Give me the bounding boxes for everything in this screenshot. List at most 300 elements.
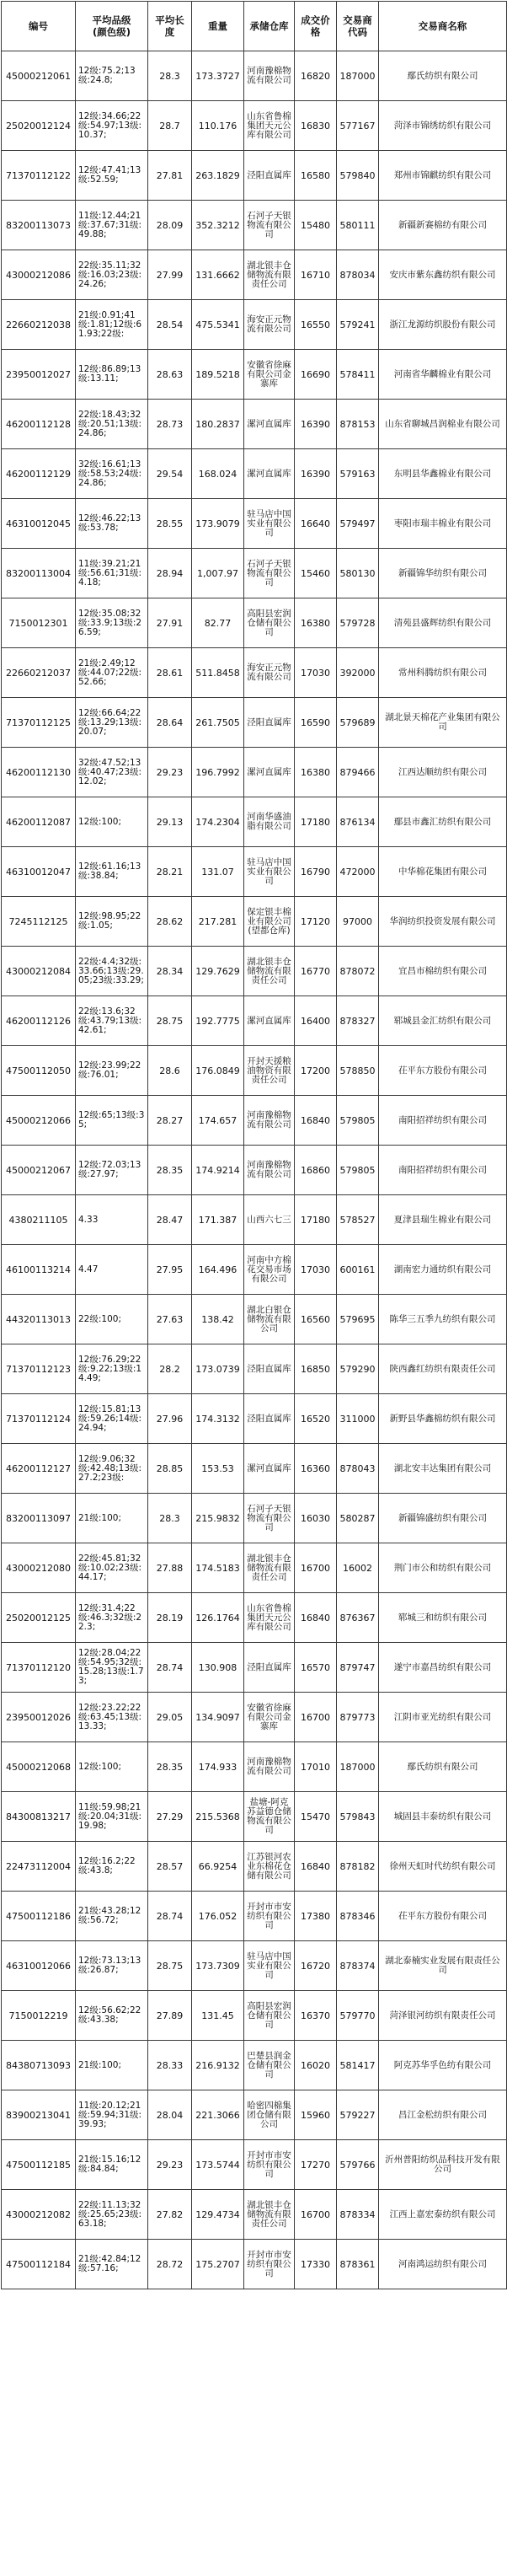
header-weight: 重量 [192,2,244,51]
trader-name-cell: 湖北安丰达集团有限公司 [379,1444,507,1494]
trader-name-cell: 清苑县盛辉纺织有限公司 [379,598,507,648]
avg-grade-cell: 11级:59.98;21级:20.04;31级:19.98; [76,1792,148,1842]
warehouse-cell: 漯河直属库 [244,748,295,797]
trader-name-cell: 浙江龙源纺织股份有限公司 [379,300,507,350]
deal-price-cell: 16550 [295,300,337,350]
warehouse-cell: 河南豫棉物流有限公司 [244,1742,295,1792]
warehouse-cell: 安徽省徐麻有限公司金寨库 [244,1693,295,1742]
deal-price-cell: 16020 [295,2041,337,2090]
avg-length-cell: 27.99 [148,250,192,300]
trader-name-cell: 常州科腾纺织有限公司 [379,648,507,698]
trader-name-cell: 中华棉花集团有限公司 [379,847,507,897]
warehouse-cell: 河南豫棉物流有限公司 [244,1146,295,1195]
batch-number-cell: 45000212066 [2,1096,76,1146]
deal-price-cell: 16590 [295,698,337,748]
avg-length-cell: 28.74 [148,1892,192,1941]
avg-length-cell: 28.34 [148,947,192,996]
batch-number-cell: 46200112129 [2,449,76,499]
table-row [2,101,507,151]
warehouse-cell: 泾阳直属库 [244,1344,295,1394]
table-row [2,2190,507,2240]
deal-price-cell: 17030 [295,1245,337,1295]
avg-length-cell: 28.09 [148,201,192,250]
weight-cell: 171.387 [192,1195,244,1245]
deal-price-cell: 16030 [295,1494,337,1543]
weight-cell: 511.8458 [192,648,244,698]
table-row [2,698,507,748]
avg-grade-cell: 12级:75.2;13级:24.8; [76,51,148,101]
avg-length-cell: 27.81 [148,151,192,201]
table-row [2,151,507,201]
batch-number-cell: 43000212086 [2,250,76,300]
weight-cell: 173.5744 [192,2140,244,2190]
avg-grade-cell: 12级:61.16;13级:38.84; [76,847,148,897]
table-row [2,598,507,648]
avg-grade-cell: 22级:100; [76,1295,148,1344]
weight-cell: 217.281 [192,897,244,947]
warehouse-cell: 河南华盛油脂有限公司 [244,797,295,847]
avg-length-cell: 29.13 [148,797,192,847]
warehouse-cell: 河南豫棉物流有限公司 [244,51,295,101]
header-avg-grade: 平均品级 (颜色级) [76,2,148,51]
avg-grade-cell: 12级:35.08;32级:33.9;13级:26.59; [76,598,148,648]
avg-grade-cell: 12级:86.89;13级:13.11; [76,350,148,400]
weight-cell: 175.2707 [192,2240,244,2289]
trader-code-cell: 579290 [337,1344,379,1394]
batch-number-cell: 43000212082 [2,2190,76,2240]
avg-length-cell: 28.7 [148,101,192,151]
avg-length-cell: 28.19 [148,1593,192,1643]
table-row [2,201,507,250]
warehouse-cell: 漯河直属库 [244,996,295,1046]
deal-price-cell: 16840 [295,1593,337,1643]
avg-length-cell: 28.57 [148,1842,192,1892]
trader-code-cell: 97000 [337,897,379,947]
trader-code-cell: 878043 [337,1444,379,1494]
warehouse-cell: 湖北银丰仓储物流有限责任公司 [244,947,295,996]
avg-grade-cell: 21级:2.49;12级:44.07;22级:52.66; [76,648,148,698]
avg-grade-cell: 22级:18.43;32级:20.51;13级:24.86; [76,400,148,449]
avg-grade-cell: 32级:16.61;13级:58.53;24级:24.86; [76,449,148,499]
trader-name-cell: 华润纺织投资发展有限公司 [379,897,507,947]
deal-price-cell: 16390 [295,400,337,449]
trader-name-cell: 沂州普阳纺织品科技开发有限公司 [379,2140,507,2190]
deal-price-cell: 16700 [295,2190,337,2240]
avg-length-cell: 29.54 [148,449,192,499]
trader-name-cell: 河南鸿运纺织有限公司 [379,2240,507,2289]
trader-code-cell: 878361 [337,2240,379,2289]
batch-number-cell: 46200112130 [2,748,76,797]
table-row [2,400,507,449]
table-header [2,2,507,51]
avg-grade-cell: 12级:23.99;22级:76.01; [76,1046,148,1096]
avg-length-cell: 28.61 [148,648,192,698]
deal-price-cell: 16720 [295,1941,337,1991]
avg-length-cell: 28.63 [148,350,192,400]
warehouse-cell: 江苏银河农业东棉花仓储有限公司 [244,1842,295,1892]
avg-length-cell: 27.91 [148,598,192,648]
avg-length-cell: 28.21 [148,847,192,897]
batch-number-cell: 46200112126 [2,996,76,1046]
trader-name-cell: 遂宁市嘉昌纺织有限公司 [379,1643,507,1693]
deal-price-cell: 15960 [295,2090,337,2140]
weight-cell: 173.7309 [192,1941,244,1991]
warehouse-cell: 山西六七三 [244,1195,295,1245]
batch-number-cell: 7245112125 [2,897,76,947]
trader-name-cell: 河南省华麟棉业有限公司 [379,350,507,400]
trader-name-cell: 枣阳市瑞丰棉业有限公司 [379,499,507,549]
table-row [2,1643,507,1693]
trader-name-cell: 茌平东方股份有限公司 [379,1046,507,1096]
avg-length-cell: 29.05 [148,1693,192,1742]
weight-cell: 173.9079 [192,499,244,549]
warehouse-cell: 泾阳直属库 [244,151,295,201]
warehouse-cell: 湖北白银仓储物流有限公司 [244,1295,295,1344]
trader-code-cell: 879466 [337,748,379,797]
weight-cell: 134.9097 [192,1693,244,1742]
warehouse-cell: 湖北银丰仓储物流有限责任公司 [244,2190,295,2240]
deal-price-cell: 16770 [295,947,337,996]
table-row [2,1892,507,1941]
weight-cell: 131.45 [192,1991,244,2041]
batch-number-cell: 4380211105 [2,1195,76,1245]
avg-length-cell: 28.75 [148,996,192,1046]
trader-code-cell: 578411 [337,350,379,400]
avg-length-cell: 28.3 [148,51,192,101]
trader-name-cell: 新疆锦华纺织有限公司 [379,549,507,598]
trader-name-cell: 新野县华鑫棉纺织有限公司 [379,1394,507,1444]
trader-code-cell: 579843 [337,1792,379,1842]
avg-length-cell: 27.88 [148,1543,192,1593]
trader-name-cell: 夏津县瑞生棉业有限公司 [379,1195,507,1245]
deal-price-cell: 16400 [295,996,337,1046]
weight-cell: 215.5368 [192,1792,244,1842]
warehouse-cell: 山东省鲁棉集团天元公库有限公司 [244,101,295,151]
batch-number-cell: 23950012027 [2,350,76,400]
deal-price-cell: 16790 [295,847,337,897]
avg-grade-cell: 22级:4.4;32级:33.66;13级:29.05;23级:33.29; [76,947,148,996]
trader-name-cell: 陈华三五季九纺织有限公司 [379,1295,507,1344]
trader-code-cell: 579805 [337,1096,379,1146]
table-row [2,449,507,499]
avg-length-cell: 27.96 [148,1394,192,1444]
avg-length-cell: 28.04 [148,2090,192,2140]
avg-grade-cell: 21级:100; [76,2041,148,2090]
avg-grade-cell: 21级:15.16;12级:84.84; [76,2140,148,2190]
batch-number-cell: 45000212068 [2,1742,76,1792]
batch-number-cell: 46100113214 [2,1245,76,1295]
trader-code-cell: 580130 [337,549,379,598]
trader-code-cell: 878182 [337,1842,379,1892]
weight-cell: 475.5341 [192,300,244,350]
table-row [2,1146,507,1195]
trader-code-cell: 879773 [337,1693,379,1742]
trader-code-cell: 580111 [337,201,379,250]
trader-name-cell: 湖北景天棉花产业集团有限公司 [379,698,507,748]
deal-price-cell: 16520 [295,1394,337,1444]
batch-number-cell: 7150012219 [2,1991,76,2041]
weight-cell: 82.77 [192,598,244,648]
trader-code-cell: 579227 [337,2090,379,2140]
batch-number-cell: 47500112186 [2,1892,76,1941]
deal-price-cell: 16640 [295,499,337,549]
avg-length-cell: 27.82 [148,2190,192,2240]
trader-name-cell: 徐州天虹时代纺织有限公司 [379,1842,507,1892]
avg-grade-cell: 4.47 [76,1245,148,1295]
avg-grade-cell: 12级:73.13;13级:26.87; [76,1941,148,1991]
table-row [2,1046,507,1096]
trader-code-cell: 876367 [337,1593,379,1643]
table-row [2,996,507,1046]
avg-grade-cell: 12级:47.41;13级:52.59; [76,151,148,201]
deal-price-cell: 16370 [295,1991,337,2041]
table-row [2,1494,507,1543]
deal-price-cell: 17030 [295,648,337,698]
avg-grade-cell: 21级:0.91;41级:1.81;12级:61.93;22级: [76,300,148,350]
deal-price-cell: 16580 [295,151,337,201]
weight-cell: 196.7992 [192,748,244,797]
trader-code-cell: 311000 [337,1394,379,1444]
trader-code-cell: 579840 [337,151,379,201]
avg-grade-cell: 11级:12.44;21级:37.67;31级:49.88; [76,201,148,250]
weight-cell: 173.3727 [192,51,244,101]
trader-code-cell: 878034 [337,250,379,300]
trader-code-cell: 579241 [337,300,379,350]
weight-cell: 168.024 [192,449,244,499]
batch-number-cell: 71370112124 [2,1394,76,1444]
table-row [2,1344,507,1394]
table-row [2,797,507,847]
batch-number-cell: 46310012066 [2,1941,76,1991]
weight-cell: 215.9832 [192,1494,244,1543]
auction-results-table [1,1,507,2289]
warehouse-cell: 保定银丰棉业有限公司(望都仓库) [244,897,295,947]
table-row [2,1693,507,1742]
trader-name-cell: 城固县丰泰纺织有限公司 [379,1792,507,1842]
trader-name-cell: 宜昌市棉纺织有限公司 [379,947,507,996]
avg-grade-cell: 12级:28.04;22级:54.95;32级:15.28;13级:1.73; [76,1643,148,1693]
batch-number-cell: 71370112125 [2,698,76,748]
table-row [2,847,507,897]
warehouse-cell: 海安正元物流有限公司 [244,300,295,350]
table-row [2,648,507,698]
warehouse-cell: 安徽省徐麻有限公司金寨库 [244,350,295,400]
deal-price-cell: 17200 [295,1046,337,1096]
deal-price-cell: 16830 [295,101,337,151]
trader-code-cell: 578850 [337,1046,379,1096]
table-row [2,1593,507,1643]
deal-price-cell: 16710 [295,250,337,300]
table-row [2,2140,507,2190]
batch-number-cell: 46310012047 [2,847,76,897]
avg-length-cell: 28.33 [148,2041,192,2090]
avg-length-cell: 28.2 [148,1344,192,1394]
trader-name-cell: 阿克苏华孚色纺有限公司 [379,2041,507,2090]
batch-number-cell: 46200112128 [2,400,76,449]
batch-number-cell: 83200113097 [2,1494,76,1543]
weight-cell: 180.2837 [192,400,244,449]
deal-price-cell: 17330 [295,2240,337,2289]
warehouse-cell: 泾阳直属库 [244,698,295,748]
deal-price-cell: 16690 [295,350,337,400]
table-row [2,1096,507,1146]
weight-cell: 153.53 [192,1444,244,1494]
deal-price-cell: 16860 [295,1146,337,1195]
trader-code-cell: 579497 [337,499,379,549]
avg-grade-cell: 22级:35.11;32级:16.03;23级:24.26; [76,250,148,300]
batch-number-cell: 71370112122 [2,151,76,201]
trader-name-cell: 安庆市紫东鑫纺织有限公司 [379,250,507,300]
warehouse-cell: 哈密四棉集团仓储有限公司 [244,2090,295,2140]
table-row [2,1991,507,2041]
trader-code-cell: 392000 [337,648,379,698]
batch-number-cell: 7150012301 [2,598,76,648]
trader-name-cell: 昌江金松纺织有限公司 [379,2090,507,2140]
table-row [2,1245,507,1295]
page [0,1,507,2576]
trader-name-cell: 郓城县金汇纺织有限公司 [379,996,507,1046]
header-trader-name: 交易商名称 [379,2,507,51]
avg-length-cell: 28.85 [148,1444,192,1494]
trader-name-cell: 南阳招祥纺织有限公司 [379,1146,507,1195]
batch-number-cell: 22473112004 [2,1842,76,1892]
weight-cell: 173.0739 [192,1344,244,1394]
batch-number-cell: 83900213041 [2,2090,76,2140]
deal-price-cell: 16570 [295,1643,337,1693]
deal-price-cell: 17180 [295,797,337,847]
table-row [2,897,507,947]
avg-length-cell: 29.23 [148,2140,192,2190]
warehouse-cell: 漯河直属库 [244,1444,295,1494]
weight-cell: 110.176 [192,101,244,151]
avg-length-cell: 28.27 [148,1096,192,1146]
table-row [2,1941,507,1991]
avg-length-cell: 28.35 [148,1742,192,1792]
trader-code-cell: 187000 [337,51,379,101]
avg-length-cell: 27.29 [148,1792,192,1842]
avg-grade-cell: 12级:9.06;32级:42.48;13级:27.2;23级: [76,1444,148,1494]
table-body [2,51,507,2289]
table-row [2,1295,507,1344]
batch-number-cell: 84380713093 [2,2041,76,2090]
weight-cell: 126.1764 [192,1593,244,1643]
batch-number-cell: 25020012124 [2,101,76,151]
warehouse-cell: 漯河直属库 [244,400,295,449]
warehouse-cell: 河南中方棉花交易市场有限公司 [244,1245,295,1295]
warehouse-cell: 开封天援粮油物资有限责任公司 [244,1046,295,1096]
weight-cell: 263.1829 [192,151,244,201]
trader-code-cell: 579163 [337,449,379,499]
warehouse-cell: 石河子天银物流有限公司 [244,201,295,250]
batch-number-cell: 44320113013 [2,1295,76,1344]
table-row [2,748,507,797]
avg-length-cell: 28.73 [148,400,192,449]
deal-price-cell: 17270 [295,2140,337,2190]
weight-cell: 261.7505 [192,698,244,748]
weight-cell: 1,007.97 [192,549,244,598]
avg-grade-cell: 12级:100; [76,1742,148,1792]
avg-grade-cell: 12级:72.03;13级:27.97; [76,1146,148,1195]
avg-length-cell: 28.64 [148,698,192,748]
avg-length-cell: 28.47 [148,1195,192,1245]
weight-cell: 352.3212 [192,201,244,250]
avg-grade-cell: 21级:100; [76,1494,148,1543]
trader-name-cell: 新疆新赛棉纺有限公司 [379,201,507,250]
trader-name-cell: 新疆锦盛纺织有限公司 [379,1494,507,1543]
avg-length-cell: 29.23 [148,748,192,797]
avg-grade-cell: 12级:31.4;22级:46.3;32级:22.3; [76,1593,148,1643]
batch-number-cell: 47500112184 [2,2240,76,2289]
warehouse-cell: 开封市市安纺织有限公司 [244,1892,295,1941]
trader-code-cell: 579805 [337,1146,379,1195]
deal-price-cell: 16700 [295,1543,337,1593]
batch-number-cell: 83200113004 [2,549,76,598]
batch-number-cell: 47500112050 [2,1046,76,1096]
deal-price-cell: 16700 [295,1693,337,1742]
trader-name-cell: 郑州市锦麒纺织有限公司 [379,151,507,201]
table-row [2,549,507,598]
avg-length-cell: 28.94 [148,549,192,598]
avg-grade-cell: 22级:45.81;32级:10.02;23级:44.17; [76,1543,148,1593]
table-row [2,499,507,549]
avg-grade-cell: 32级:47.52;13级:40.47;23级:12.02; [76,748,148,797]
table-row [2,1792,507,1842]
warehouse-cell: 海安正元物流有限公司 [244,648,295,698]
batch-number-cell: 84300813217 [2,1792,76,1842]
table-row [2,1543,507,1593]
avg-grade-cell: 12级:23.22;22级:63.45;13级:13.33; [76,1693,148,1742]
trader-name-cell: 南阳招祥纺织有限公司 [379,1096,507,1146]
header-row [2,2,507,51]
trader-code-cell: 16002 [337,1543,379,1593]
header-avg-length: 平均长度 [148,2,192,51]
header-price: 成交价格 [295,2,337,51]
avg-grade-cell: 22级:13.6;32级:43.79;13级:42.61; [76,996,148,1046]
warehouse-cell: 湖北银丰仓储物流有限责任公司 [244,1543,295,1593]
weight-cell: 138.42 [192,1295,244,1344]
warehouse-cell: 巴楚县润金仓储有限公司 [244,2041,295,2090]
avg-grade-cell: 12级:100; [76,797,148,847]
trader-name-cell: 东明县华鑫棉业有限公司 [379,449,507,499]
deal-price-cell: 15460 [295,549,337,598]
warehouse-cell: 盐塘-阿克苏益德仓储物流有限公司 [244,1792,295,1842]
avg-length-cell: 28.54 [148,300,192,350]
trader-name-cell: 菏泽银河纺织有限责任公司 [379,1991,507,2041]
weight-cell: 189.5218 [192,350,244,400]
avg-length-cell: 28.6 [148,1046,192,1096]
batch-number-cell: 23950012026 [2,1693,76,1742]
batch-number-cell: 43000212080 [2,1543,76,1593]
trader-name-cell: 陕西鑫红纺织有限责任公司 [379,1344,507,1394]
table-row [2,350,507,400]
trader-name-cell: 鄢氏纺织有限公司 [379,51,507,101]
weight-cell: 129.7629 [192,947,244,996]
weight-cell: 66.9254 [192,1842,244,1892]
batch-number-cell: 45000212061 [2,51,76,101]
trader-name-cell: 湖南宏力通纺织有限公司 [379,1245,507,1295]
avg-grade-cell: 21级:43.28;12级:56.72; [76,1892,148,1941]
warehouse-cell: 河南豫棉物流有限公司 [244,1096,295,1146]
batch-number-cell: 71370112120 [2,1643,76,1693]
warehouse-cell: 泾阳直属库 [244,1394,295,1444]
weight-cell: 174.2304 [192,797,244,847]
warehouse-cell: 泾阳直属库 [244,1643,295,1693]
avg-length-cell: 27.63 [148,1295,192,1344]
deal-price-cell: 17010 [295,1742,337,1792]
deal-price-cell: 16360 [295,1444,337,1494]
table-row [2,2240,507,2289]
table-row [2,1394,507,1444]
